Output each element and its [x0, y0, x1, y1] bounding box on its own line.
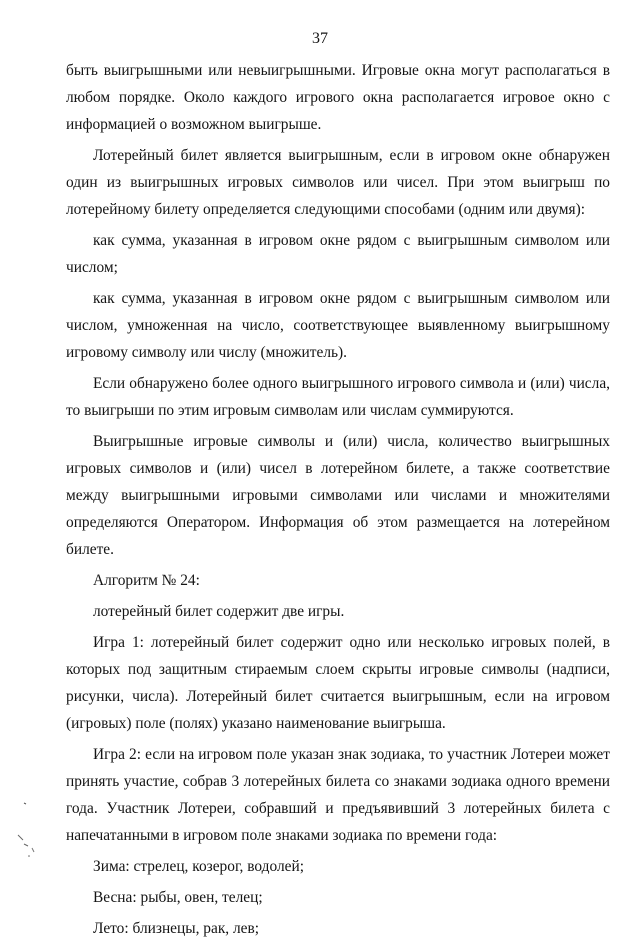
document-body [66, 57, 610, 946]
list-item: Весна: рыбы, овен, телец; [93, 889, 263, 906]
paragraph: как сумма, указанная в игровом окне рядом с выигрышным символом или числом; [66, 232, 610, 276]
paragraph: Игра 2: если на игровом поле указан знак зодиака, то участник Лотереи может принять участие, собрав 3 лотерейных билета со знаками зодиака одного времени года. Участник Лотереи, собравший и предъявивший 3 лотерейных билета с напечатанными в игровом поле знаками зодиака по времени года: [66, 746, 610, 844]
paragraph: быть выигрышными или невыигрышными. Игровые окна могут располагаться в любом порядке. Около каждого игрового окна располагается игровое окно с информацией о возможном выигрыше. [66, 62, 610, 133]
paragraph: как сумма, указанная в игровом окне рядом с выигрышным символом или числом, умноженная на число, соответствующее выявленному выигрышному игровому символу или числу (множитель). [66, 290, 610, 361]
page-number: 37 [312, 30, 328, 47]
paragraph: Лотерейный билет является выигрышным, если в игровом окне обнаружен один из выигрышных игровых символов или чисел. При этом выигрыш по лотерейному билету определяется следующими способами (одним или двумя): [66, 147, 610, 218]
paragraph: Если обнаружено более одного выигрышного игрового символа и (или) числа, то выигрыши по этим игровым символам или числам суммируются. [66, 375, 610, 419]
margin-scan-marks [14, 800, 44, 860]
paragraph: Игра 1: лотерейный билет содержит одно или несколько игровых полей, в которых под защитным стираемым слоем скрыты игровые символы (надписи, рисунки, числа). Лотерейный билет считается выигрышным, если на игровом (игровых) поле (полях) указано наименование выигрыша. [66, 634, 610, 732]
paragraph: Алгоритм № 24: [93, 572, 200, 589]
paragraph: Выигрышные игровые символы и (или) числа, количество выигрышных игровых символов и (или) чисел в лотерейном билете, а также соответствие между выигрышными игровыми символами или числами и множителями определяются Оператором. Информация об этом размещается на лотерейном билете. [66, 433, 610, 558]
list-item: Зима: стрелец, козерог, водолей; [93, 858, 304, 875]
list-item: Лето: близнецы, рак, лев; [93, 920, 260, 937]
paragraph: лотерейный билет содержит две игры. [93, 603, 345, 620]
